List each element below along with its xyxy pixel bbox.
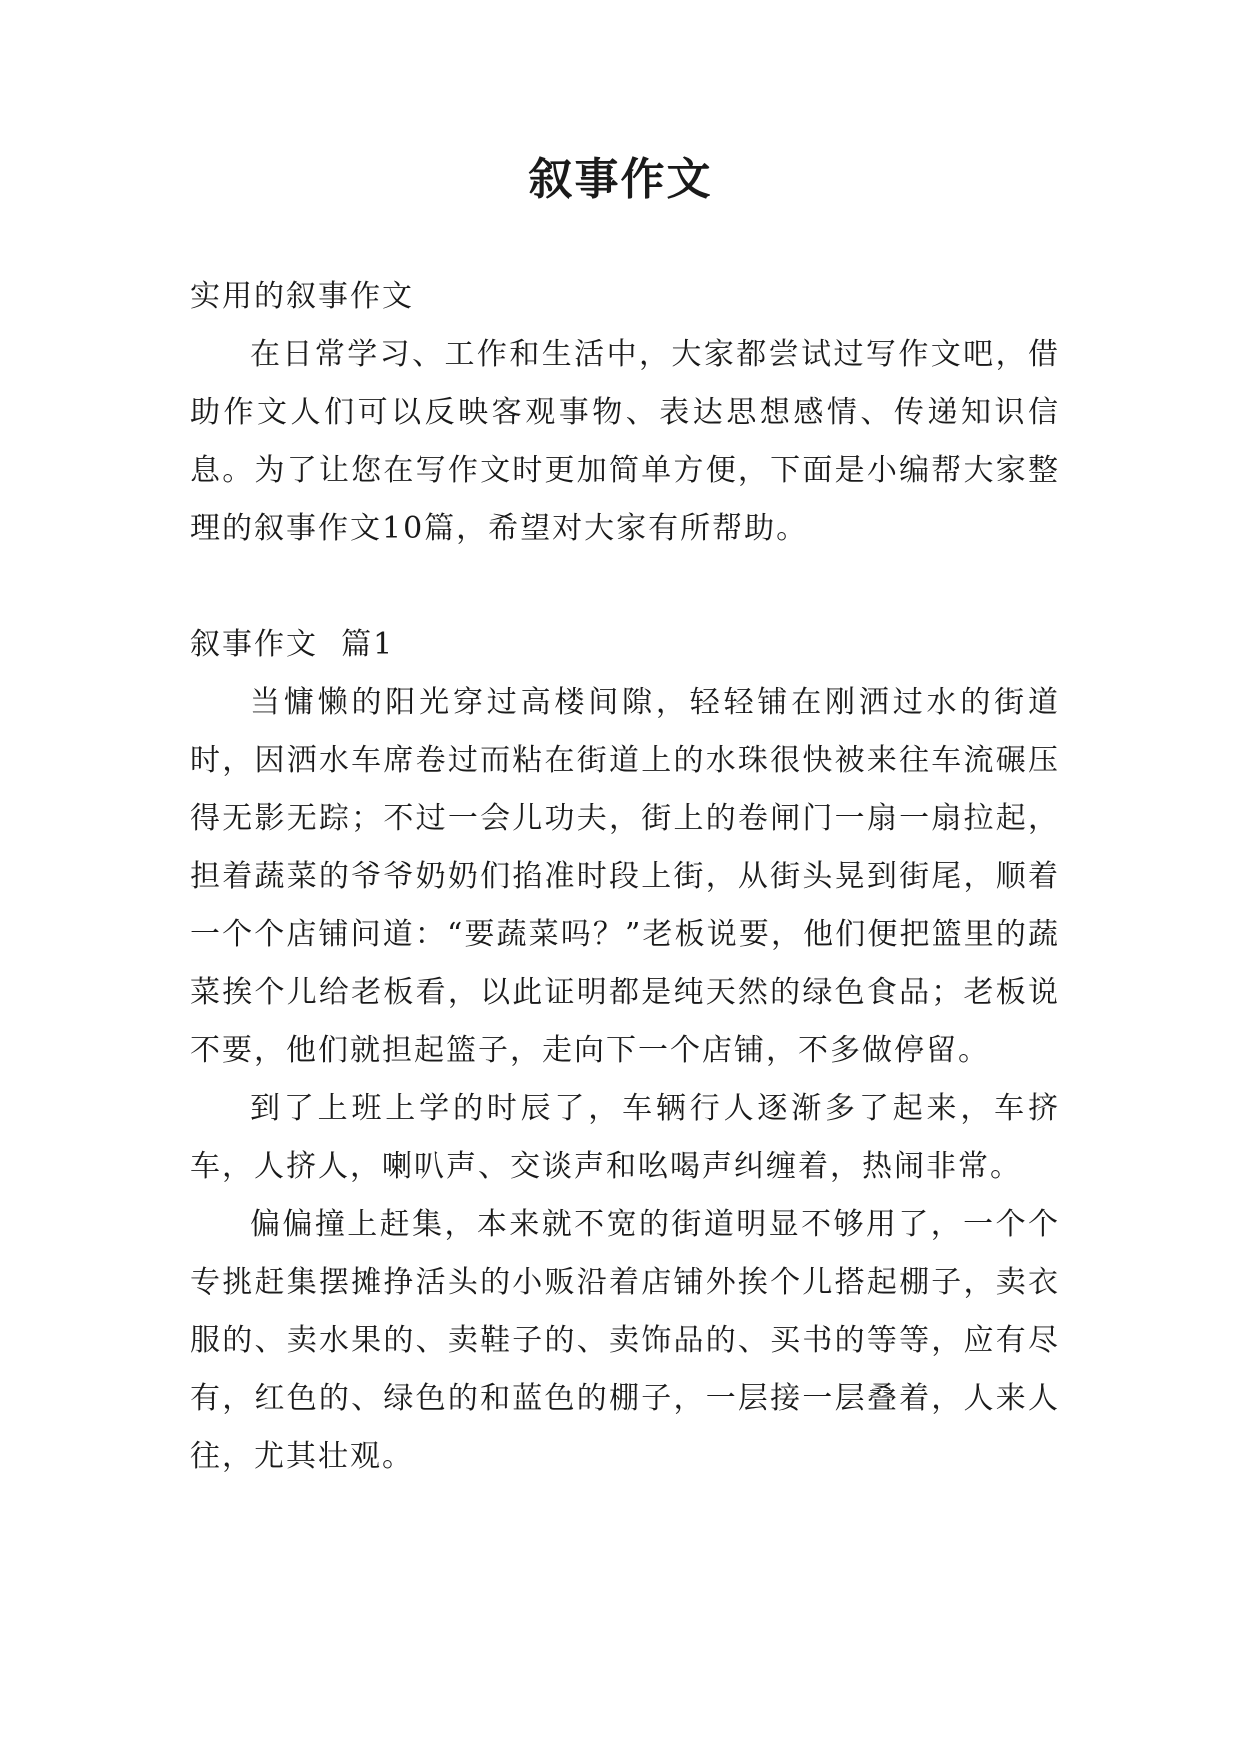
intro-heading: 实用的叙事作文 (190, 279, 414, 314)
section-spacer (190, 558, 1060, 616)
body-paragraph-2: 到了上班上学的时辰了，车辆行人逐渐多了起来，车挤车，人挤人，喇叭声、交谈声和吆喝声纠缠着，热闹非常。 (190, 1091, 1060, 1184)
intro-paragraph: 在日常学习、工作和生活中，大家都尝试过写作文吧，借助作文人们可以反映客观事物、表达思想感情、传递知识信息。为了让您在写作文时更加简单方便，下面是小编帮大家整理的叙事作文10篇，希望对大家有所帮助。 (190, 337, 1060, 546)
section-heading: 叙事作文 篇1 (190, 627, 395, 662)
page-title: 叙事作文 (528, 154, 713, 205)
document-body (190, 268, 1060, 1486)
body-paragraph-1: 当慵懒的阳光穿过高楼间隙，轻轻铺在刚洒过水的街道时，因洒水车席卷过而粘在街道上的水珠很快被来往车流碾压得无影无踪；不过一会儿功夫，街上的卷闸门一扇一扇拉起，担着蔬菜的爷爷奶奶们掐准时段上街，从街头晃到街尾，顺着一个个店铺问道：“要蔬菜吗？”老板说要，他们便把篮里的蔬菜挨个儿给老板看，以此证明都是纯天然的绿色食品；老板说不要，他们就担起篮子，走向下一个店铺，不多做停留。 (190, 685, 1060, 1068)
body-paragraph-3: 偏偏撞上赶集，本来就不宽的街道明显不够用了，一个个专挑赶集摆摊挣活头的小贩沿着店铺外挨个儿搭起棚子，卖衣服的、卖水果的、卖鞋子的、卖饰品的、买书的等等，应有尽有，红色的、绿色的和蓝色的棚子，一层接一层叠着，人来人往，尤其壮观。 (190, 1207, 1060, 1474)
